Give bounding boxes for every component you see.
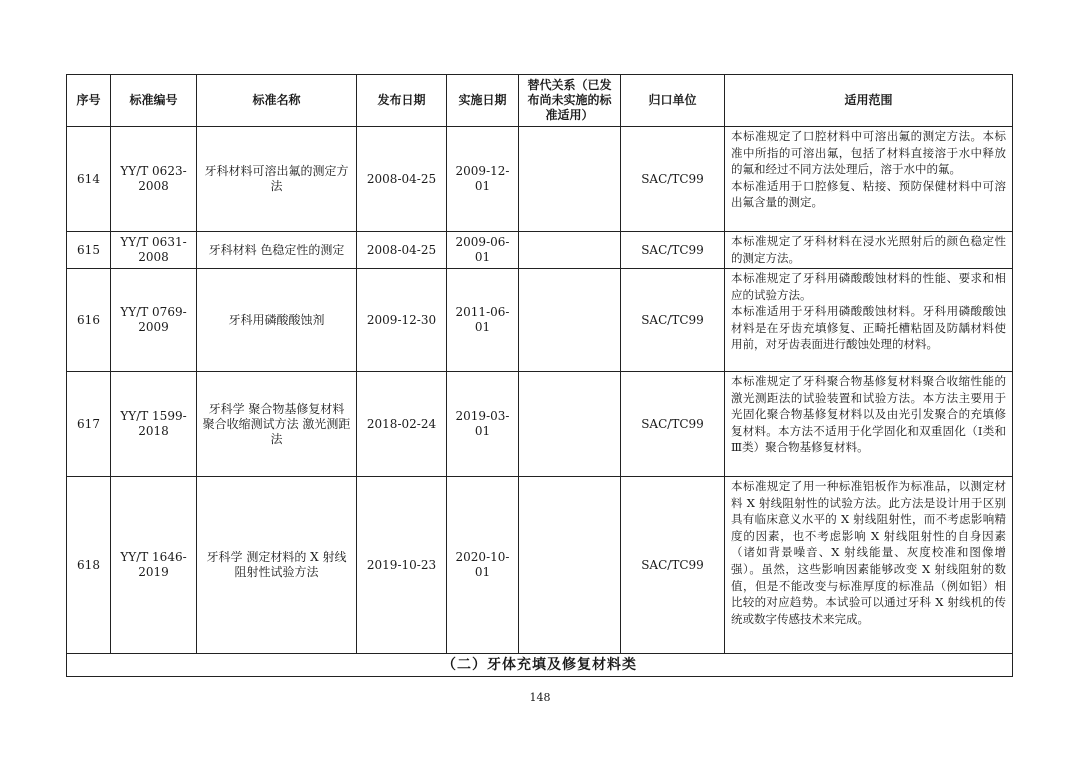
scope-paragraph: 本标准规定了用一种标准铝板作为标准品，以测定材料 X 射线阻射性的试验方法。此方法是设计用于区别具有临床意义水平的 X 射线阻射性，而不考虑影响精度的因素，也不考虑影响 X 射线阻射性的自身因素（诸如背景噪音、X 射线能量、灰度校准和图像增强）。虽然，这些影响因素能够改变 X 射线阻射的数值，但是不能改变与标准厚度的标准品（例如铝）相比较的对应趋势。本试验可以通过牙科 X 射线机的传统或数字传感技术来完成。	[731, 479, 1006, 626]
cell-code: YY/T 0769-2009	[111, 269, 197, 372]
section-title: （二）牙体充填及修复材料类	[67, 654, 1013, 677]
cell-pub-date: 2019-10-23	[357, 477, 447, 654]
header-code: 标准编号	[111, 75, 197, 127]
cell-dept: SAC/TC99	[621, 477, 725, 654]
cell-impl-date: 2011-06-01	[447, 269, 519, 372]
cell-impl-date: 2020-10-01	[447, 477, 519, 654]
section-row	[67, 654, 1013, 677]
page-number: 148	[529, 691, 551, 704]
table-row	[67, 477, 1013, 654]
scope-paragraph: 本标准规定了牙科聚合物基修复材料聚合收缩性能的激光测距法的试验装置和试验方法。本方法主要用于光固化聚合物基修复材料以及由光引发聚合的充填修复材料。本方法不适用于化学固化和双重固化（Ⅰ类和Ⅲ类）聚合物基修复材料。	[731, 374, 1006, 455]
header-replace: 替代关系（已发布尚未实施的标准适用）	[519, 75, 621, 127]
cell-replace	[519, 269, 621, 372]
cell-seq: 616	[67, 269, 111, 372]
cell-impl-date: 2009-12-01	[447, 127, 519, 232]
cell-name: 牙科学 测定材料的 X 射线阻射性试验方法	[197, 477, 357, 654]
cell-impl-date: 2019-03-01	[447, 372, 519, 477]
cell-scope	[725, 127, 1013, 232]
cell-name: 牙科材料 色稳定性的测定	[197, 232, 357, 269]
scope-paragraph: 本标准规定了口腔材料中可溶出氟的测定方法。本标准中所指的可溶出氟，包括了材料直接溶于水中释放的氟和经过不同方法处理后，溶于水中的氟。	[731, 129, 1006, 177]
table-row	[67, 372, 1013, 477]
cell-code: YY/T 0631-2008	[111, 232, 197, 269]
cell-name: 牙科学 聚合物基修复材料 聚合收缩测试方法 激光测距法	[197, 372, 357, 477]
cell-seq: 614	[67, 127, 111, 232]
cell-replace	[519, 232, 621, 269]
cell-replace	[519, 127, 621, 232]
cell-scope	[725, 269, 1013, 372]
cell-replace	[519, 477, 621, 654]
cell-dept: SAC/TC99	[621, 269, 725, 372]
cell-dept: SAC/TC99	[621, 372, 725, 477]
cell-dept: SAC/TC99	[621, 127, 725, 232]
header-scope: 适用范围	[725, 75, 1013, 127]
table-row	[67, 232, 1013, 269]
scope-paragraph: 本标准规定了牙科材料在浸水光照射后的颜色稳定性的测定方法。	[731, 234, 1006, 265]
table-row	[67, 269, 1013, 372]
header-dept: 归口单位	[621, 75, 725, 127]
header-name: 标准名称	[197, 75, 357, 127]
cell-pub-date: 2008-04-25	[357, 127, 447, 232]
cell-scope	[725, 477, 1013, 654]
header-seq: 序号	[67, 75, 111, 127]
cell-pub-date: 2009-12-30	[357, 269, 447, 372]
cell-scope	[725, 372, 1013, 477]
cell-code: YY/T 1646-2019	[111, 477, 197, 654]
table-row	[67, 127, 1013, 232]
cell-seq: 615	[67, 232, 111, 269]
cell-seq: 617	[67, 372, 111, 477]
cell-code: YY/T 1599-2018	[111, 372, 197, 477]
scope-paragraph: 本标准适用于牙科用磷酸酸蚀材料。牙科用磷酸酸蚀材料是在牙齿充填修复、正畸托槽粘固及防龋材料使用前，对牙齿表面进行酸蚀处理的材料。	[731, 304, 1006, 352]
cell-pub-date: 2018-02-24	[357, 372, 447, 477]
standards-table	[66, 74, 1013, 677]
header-pub-date: 发布日期	[357, 75, 447, 127]
cell-name: 牙科材料可溶出氟的测定方法	[197, 127, 357, 232]
header-impl-date: 实施日期	[447, 75, 519, 127]
cell-replace	[519, 372, 621, 477]
cell-code: YY/T 0623-2008	[111, 127, 197, 232]
cell-scope	[725, 232, 1013, 269]
table-header-row	[67, 75, 1013, 127]
cell-dept: SAC/TC99	[621, 232, 725, 269]
cell-name: 牙科用磷酸酸蚀剂	[197, 269, 357, 372]
cell-pub-date: 2008-04-25	[357, 232, 447, 269]
cell-impl-date: 2009-06-01	[447, 232, 519, 269]
scope-paragraph: 本标准规定了牙科用磷酸酸蚀材料的性能、要求和相应的试验方法。	[731, 271, 1006, 302]
scope-paragraph: 本标准适用于口腔修复、粘接、预防保健材料中可溶出氟含量的测定。	[731, 178, 1006, 210]
cell-seq: 618	[67, 477, 111, 654]
